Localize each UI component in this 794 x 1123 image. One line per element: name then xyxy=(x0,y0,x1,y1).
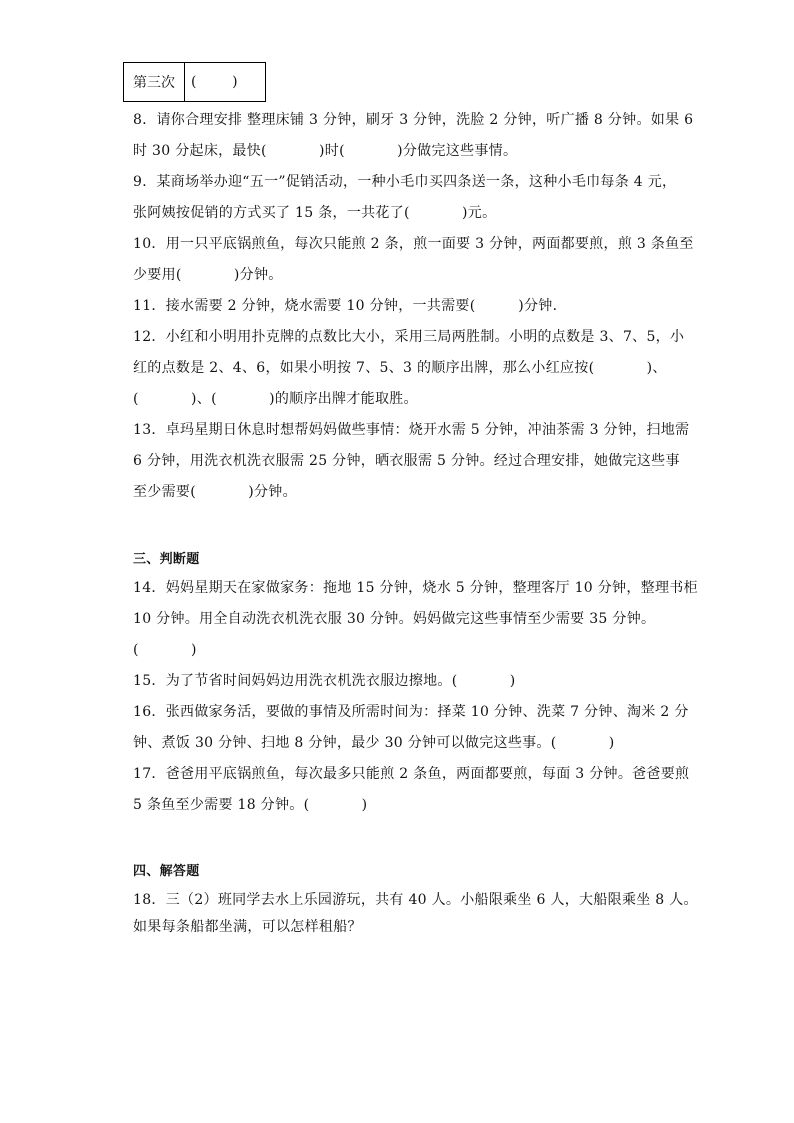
question-13-line-3: 至少需要( )分钟。 xyxy=(133,484,297,500)
question-12-line-1: 12．小红和小明用扑克牌的点数比大小，采用三局两胜制。小明的点数是 3、7、5，小 xyxy=(133,329,685,345)
table-blank-cell: ( ) xyxy=(185,63,266,102)
question-16-line-1: 16．张西做家务活，要做的事情及所需时间为：择菜 10 分钟、洗菜 7 分钟、淘米 2 分 xyxy=(133,704,689,720)
question-12-line-3: ( )、( )的顺序出牌才能取胜。 xyxy=(133,391,418,407)
question-14-line-3: ( ) xyxy=(133,642,197,658)
question-17-line-1: 17．爸爸用平底锅煎鱼，每次最多只能煎 2 条鱼，两面都要煎，每面 3 分钟。爸爸要煎 xyxy=(133,766,690,782)
question-18-line-1: 18．三（2）班同学去水上乐园游玩，共有 40 人。小船限乘坐 6 人，大船限乘坐 8 人。 xyxy=(133,892,698,908)
question-16-line-2: 钟、煮饭 30 分钟、扫地 8 分钟，最少 30 分钟可以做完这些事。( ) xyxy=(133,735,615,751)
question-9-line-2: 张阿姨按促销的方式买了 15 条，一共花了( )元。 xyxy=(133,205,497,221)
answer-table xyxy=(123,62,266,102)
question-13-line-2: 6 分钟，用洗衣机洗衣服需 25 分钟，晒衣服需 5 分钟。经过合理安排，她做完这些事 xyxy=(133,453,680,469)
question-8-line-2: 时 30 分起床，最快( )时( )分做完这些事情。 xyxy=(133,143,518,159)
section-heading-judgment: 三、判断题 xyxy=(133,552,200,567)
question-11-line-1: 11．接水需要 2 分钟，烧水需要 10 分钟，一共需要( )分钟． xyxy=(133,298,567,314)
section-heading-answer: 四、解答题 xyxy=(133,864,200,879)
question-17-line-2: 5 条鱼至少需要 18 分钟。( ) xyxy=(133,797,368,813)
question-13-line-1: 13．卓玛星期日休息时想帮妈妈做些事情：烧开水需 5 分钟，冲油茶需 3 分钟，扫地需 xyxy=(133,422,690,438)
question-15-line-1: 15．为了节省时间妈妈边用洗衣机洗衣服边擦地。( ) xyxy=(133,673,516,689)
table-row xyxy=(124,63,266,102)
question-12-line-2: 红的点数是 2、4、6，如果小明按 7、5、3 的顺序出牌，那么小红应按( )、 xyxy=(133,360,667,376)
question-9-line-1: 9．某商场举办迎“五一”促销活动，一种小毛巾买四条送一条，这种小毛巾每条 4 元， xyxy=(133,174,677,190)
question-14-line-2: 10 分钟。用全自动洗衣机洗衣服 30 分钟。妈妈做完这些事情至少需要 35 分钟。 xyxy=(133,611,656,627)
table-label-cell: 第三次 xyxy=(124,63,185,102)
question-10-line-1: 10．用一只平底锅煎鱼，每次只能煎 2 条，煎一面要 3 分钟，两面都要煎，煎 3 条鱼至 xyxy=(133,236,694,252)
question-10-line-2: 少要用( )分钟。 xyxy=(133,267,283,283)
question-14-line-1: 14．妈妈星期天在家做家务：拖地 15 分钟，烧水 5 分钟，整理客厅 10 分钟，整理书柜 xyxy=(133,580,698,596)
question-8-line-1: 8．请你合理安排 整理床铺 3 分钟，刷牙 3 分钟，洗脸 2 分钟，听广播 8 分钟。如果 6 xyxy=(133,112,694,128)
question-18-line-2: 如果每条船都坐满，可以怎样租船？ xyxy=(133,919,362,935)
